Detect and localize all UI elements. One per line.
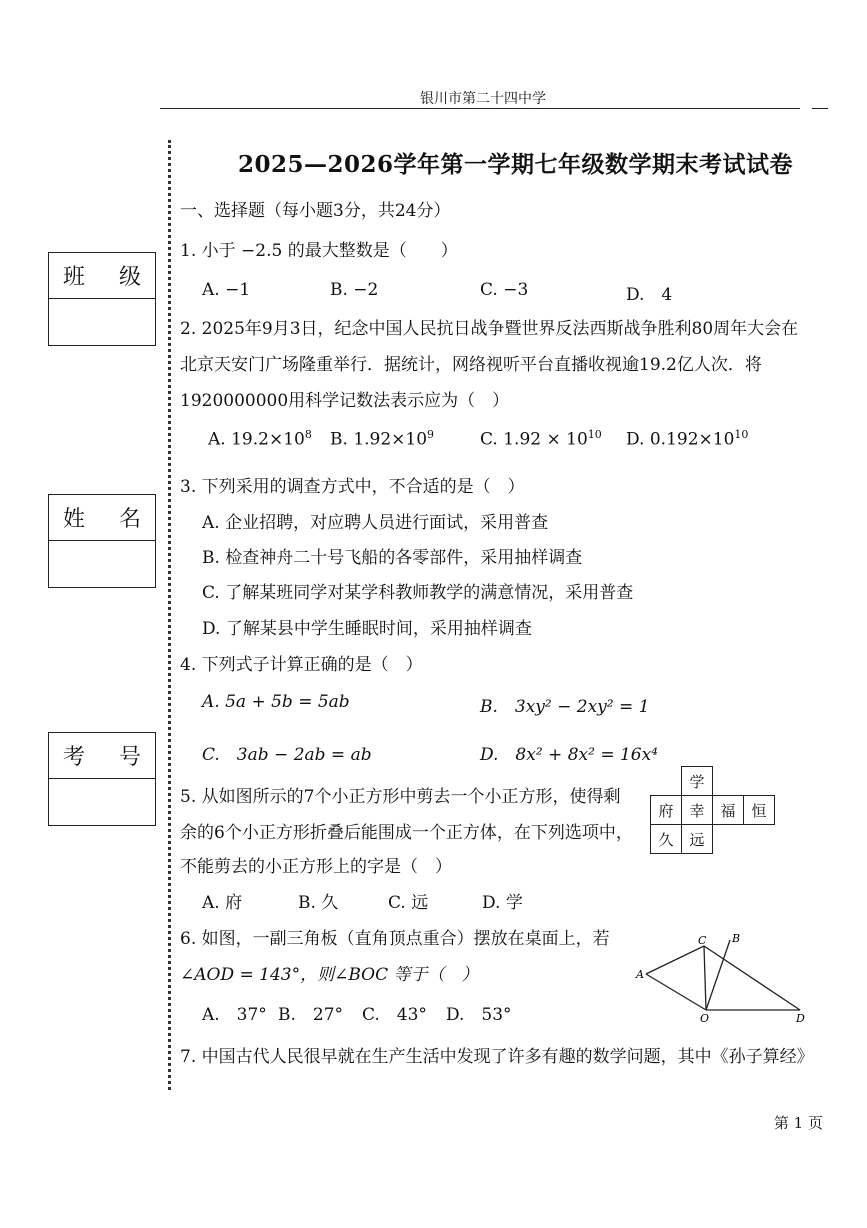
question-6-line-1: 6. 如图，一副三角板（直角顶点重合）摆放在桌面上，若 bbox=[180, 929, 610, 949]
cube-cell: 学 bbox=[682, 767, 713, 796]
q1-option-c: C. −3 bbox=[480, 280, 529, 300]
exam-title: 2025—2026学年第一学期七年级数学期末考试试卷 bbox=[238, 151, 794, 178]
cube-cell: 府 bbox=[651, 796, 682, 825]
q6-option-a: A. 37° bbox=[202, 1005, 267, 1025]
cube-cell: 远 bbox=[682, 825, 713, 854]
point-b-label: B bbox=[732, 932, 741, 945]
question-6-line-2: ∠AOD = 143°，则∠BOC 等于（ ） bbox=[180, 965, 479, 985]
exam-number-label-a: 考 bbox=[63, 745, 86, 770]
question-5-line-1: 5. 从如图所示的7个小正方形中剪去一个小正方形，使得剩 bbox=[180, 787, 621, 807]
q3-option-b: B. 检查神舟二十号飞船的各零部件，采用抽样调查 bbox=[202, 548, 583, 568]
question-2-line-3: 1920000000用科学记数法表示应为（ ） bbox=[180, 391, 510, 411]
exam-number-box bbox=[48, 732, 156, 826]
q6-option-b: B. 27° bbox=[278, 1005, 344, 1025]
section-heading: 一、选择题（每小题3分，共24分） bbox=[180, 201, 451, 221]
question-2-line-1: 2. 2025年9月3日，纪念中国人民抗日战争暨世界反法西斯战争胜利80周年大会在 bbox=[180, 319, 799, 339]
q1-option-b: B. −2 bbox=[330, 280, 379, 300]
triangle-boards-figure bbox=[632, 930, 812, 1026]
question-3-stem: 3. 下列采用的调查方式中，不合适的是（ ） bbox=[180, 477, 525, 497]
q4-option-c: C. 3ab − 2ab = ab bbox=[202, 745, 372, 765]
q6-option-c: C. 43° bbox=[362, 1005, 427, 1025]
q3-option-a: A. 企业招聘，对应聘人员进行面试，采用普查 bbox=[202, 513, 549, 533]
q5-option-c: C. 远 bbox=[388, 893, 429, 913]
q4-option-a: A. 5a + 5b = 5ab bbox=[202, 692, 350, 712]
point-o-label: O bbox=[700, 1012, 710, 1025]
header-rule bbox=[160, 108, 800, 109]
q3-option-c: C. 了解某班同学对某学科教师教学的满意情况，采用普查 bbox=[202, 583, 634, 603]
q3-option-d: D. 了解某县中学生睡眠时间，采用抽样调查 bbox=[202, 619, 532, 639]
name-box bbox=[48, 494, 156, 588]
point-d-label: D bbox=[796, 1012, 805, 1025]
class-label-b: 级 bbox=[118, 265, 141, 290]
q1-option-d: D. 4 bbox=[626, 285, 673, 305]
cube-cell: 恒 bbox=[744, 796, 775, 825]
name-label-b: 名 bbox=[118, 507, 141, 532]
question-1-stem: 1. 小于 −2.5 的最大整数是（ ） bbox=[180, 241, 458, 261]
cube-cell: 久 bbox=[651, 825, 682, 854]
q5-option-a: A. 府 bbox=[202, 893, 243, 913]
q2-option-c: C. $1.92 \times 10^{10}$ bbox=[480, 428, 602, 450]
class-label-a: 班 bbox=[63, 265, 86, 290]
q6-option-d: D. 53° bbox=[446, 1005, 512, 1025]
exam-number-label-b: 号 bbox=[118, 745, 141, 770]
class-box bbox=[48, 252, 156, 346]
exam-number-field[interactable] bbox=[49, 779, 155, 825]
q2-option-a: A. $19.2\times 10^8$ bbox=[208, 428, 312, 450]
q2-option-b: B. $1.92\times 10^9$ bbox=[330, 428, 435, 450]
q1-option-a: A. −1 bbox=[202, 280, 251, 300]
class-field[interactable] bbox=[49, 299, 155, 345]
cube-cell: 幸 bbox=[682, 796, 713, 825]
q5-option-b: B. 久 bbox=[298, 893, 339, 913]
q4-option-b: B. 3xy² − 2xy² = 1 bbox=[480, 697, 650, 717]
q5-option-d: D. 学 bbox=[482, 893, 523, 913]
question-5-line-3: 不能剪去的小正方形上的字是（ ） bbox=[180, 857, 452, 877]
cube-net-figure bbox=[650, 766, 775, 854]
name-field[interactable] bbox=[49, 541, 155, 587]
point-c-label: C bbox=[698, 934, 707, 947]
question-2-line-2: 北京天安门广场隆重举行．据统计，网络视听平台直播收视逾19.2亿人次．将 bbox=[180, 355, 762, 375]
cube-cell: 福 bbox=[713, 796, 744, 825]
binding-dotted-line bbox=[168, 140, 171, 1090]
point-a-label: A bbox=[636, 968, 644, 981]
question-4-stem: 4. 下列式子计算正确的是（ ） bbox=[180, 655, 423, 675]
question-5-line-2: 余的6个小正方形折叠后能围成一个正方体，在下列选项中， bbox=[180, 823, 633, 843]
page-number: 第 1 页 bbox=[773, 1114, 823, 1132]
header-rule-end bbox=[812, 108, 828, 109]
q2-option-d: D. $0.192\times 10^{10}$ bbox=[626, 428, 749, 450]
school-name: 银川市第二十四中学 bbox=[420, 91, 546, 107]
q4-option-d: D. 8x² + 8x² = 16x⁴ bbox=[480, 745, 659, 765]
question-7-line-1: 7. 中国古代人民很早就在生产生活中发现了许多有趣的数学问题，其中《孙子算经》 bbox=[180, 1047, 814, 1067]
name-label-a: 姓 bbox=[63, 507, 86, 532]
